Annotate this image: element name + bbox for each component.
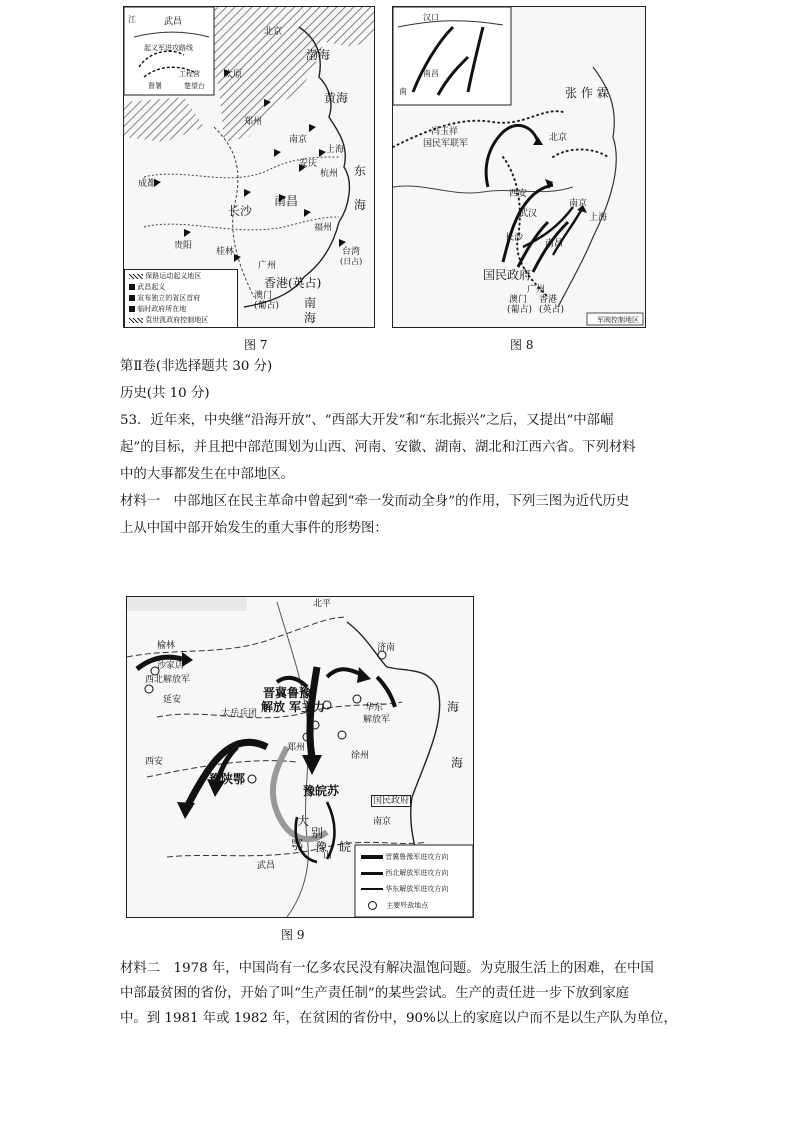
fig7-changsha: 长沙 xyxy=(228,204,253,218)
fig8-guominzhengfu: 国民政府 xyxy=(483,268,532,282)
fig9-legend-row: 晋冀鲁豫军进攻方向 xyxy=(361,853,448,861)
fig7-zhengzhou: 郑州 xyxy=(244,117,263,127)
fig9-guominzhengfu: 国民政府 xyxy=(373,796,410,806)
fig7-inset-c: 楚望台 xyxy=(184,82,205,90)
fig7-nanhai1: 南 xyxy=(304,296,317,310)
fig7-inset-e: 江 xyxy=(128,15,136,24)
question-line: 53．近年来，中央继“沿海开放”、“西部大开发”和“东北振兴”之后，又提出“中部崛 xyxy=(120,413,614,428)
fig8-inset-c: 南昌 xyxy=(423,69,439,78)
fig9-nanjing: 南京 xyxy=(373,817,392,827)
fig7-nanhai2: 海 xyxy=(304,311,317,325)
question-line: 中的大事都发生在中部地区。 xyxy=(120,467,295,482)
fig9-beiping: 北平 xyxy=(313,599,332,609)
fig7-wuchang: 武昌 xyxy=(164,17,183,27)
fig9-huadong1: 华东 xyxy=(365,703,384,713)
fig9-yushaner: 豫陕鄂 xyxy=(209,772,246,786)
fig7-huanghai: 黄海 xyxy=(324,91,349,105)
fig7-legend xyxy=(124,269,238,328)
fig7-legend-row: 宣布独立的省区首府 xyxy=(129,294,200,302)
fig7-legend-row: 临时政府所在地 xyxy=(129,305,186,313)
fig7-taiwan2: (日占) xyxy=(340,257,363,266)
fig7-macau: 澳门 xyxy=(254,291,273,301)
fig8-xian: 西安 xyxy=(509,189,528,199)
fig9-jinjiluyu1: 晋冀鲁豫 xyxy=(263,686,312,700)
fig8-inset-a: 汉口 xyxy=(423,13,439,22)
question-line: 起”的目标，并且把中部范围划为山西、河南、安徽、湖南、湖北和江西六省。下列材料 xyxy=(120,440,636,455)
fig9-wuhan: 武昌 xyxy=(257,861,276,871)
fig7-anqing: 安庆 xyxy=(299,159,318,169)
fig9-legend-row: 西北解放军进攻方向 xyxy=(361,869,448,877)
fig8-hongkong2: (英占) xyxy=(539,305,565,315)
fig8-shanghai: 上海 xyxy=(589,213,608,223)
fig8-legend: 军阀控制地区 xyxy=(597,316,639,324)
fig8-guominjun: 国民军联军 xyxy=(423,139,469,149)
material2-line: 材料二 1978 年，中国尚有一亿多农民没有解决温饱问题。为克服生活上的困难，在中国 xyxy=(120,961,654,976)
figure7-caption: 图 7 xyxy=(244,338,268,352)
fig8-nanjing: 南京 xyxy=(569,199,588,209)
part-title: 第Ⅱ卷(非选择题共 30 分) xyxy=(120,359,273,374)
fig7-fuzhou: 福州 xyxy=(314,223,333,233)
fig9-xian: 西安 xyxy=(145,757,164,767)
fig7-donghai2: 海 xyxy=(354,198,367,212)
fig9-legend-row: 主要歼敌地点 xyxy=(361,901,428,910)
fig7-guangzhou: 广州 xyxy=(258,261,277,271)
fig9-yanan: 延安 xyxy=(163,695,182,705)
figure7-map xyxy=(123,6,375,328)
fig7-chengdu: 成都 xyxy=(138,179,157,189)
fig9-dabie3: 山 xyxy=(323,851,333,861)
figure8-map xyxy=(392,6,646,328)
fig8-beijing: 北京 xyxy=(549,133,568,143)
fig9-shajiadian: 沙家店 xyxy=(157,661,185,671)
figure9-caption: 图 9 xyxy=(281,928,305,942)
fig8-fengyuxiang: 冯玉祥 xyxy=(431,127,459,137)
fig8-wuhan: 武汉 xyxy=(519,209,538,219)
fig7-legend-row: 袁世凯政府控制地区 xyxy=(129,316,208,324)
fig8-macau: 澳门 xyxy=(509,295,528,305)
fig7-nanchang: 南昌 xyxy=(274,194,299,208)
fig9-taiyue: 太岳兵团 xyxy=(221,709,258,719)
fig7-hongkong: 香港(英占) xyxy=(264,276,322,290)
material2-line: 中部最贫困的省份，开始了叫“生产责任制”的某些尝试。生产的责任进一步下放到家庭 xyxy=(120,986,630,1001)
fig9-jinjiluyu2: 解放 军主力 xyxy=(261,700,326,714)
fig7-inset-b: 工程营 xyxy=(179,70,200,78)
subject-title: 历史(共 10 分) xyxy=(120,386,210,401)
figure9-map xyxy=(126,596,474,918)
fig9-xuzhou: 徐州 xyxy=(351,751,370,761)
fig8-hongkong: 香港 xyxy=(539,295,558,305)
fig9-huadong2: 解放军 xyxy=(363,715,391,725)
fig7-shanghai: 上海 xyxy=(326,145,345,155)
fig7-donghai: 东 xyxy=(354,164,367,178)
fig7-inset-a: 起义军进攻路线 xyxy=(144,44,193,52)
fig7-inset-d: 督署 xyxy=(148,82,162,90)
question-line: 材料一 中部地区在民主革命中曾起到“牵一发而动全身”的作用，下列三图为近代历史 xyxy=(120,494,630,509)
fig9-hai1: 海 xyxy=(447,700,460,714)
fig7-nanjing: 南京 xyxy=(289,135,308,145)
fig7-taiwan: 台湾 xyxy=(342,247,361,257)
fig9-eyuwan3: 皖 xyxy=(339,840,352,854)
fig7-taiyuan: 太原 xyxy=(224,70,243,80)
question-line: 上从中国中部开始发生的重大事件的形势图： xyxy=(120,521,388,536)
fig9-eyuwan1: 鄂 xyxy=(291,838,304,852)
fig7-legend-row: 武昌起义 xyxy=(129,283,165,291)
fig8-macau2: (葡占) xyxy=(507,305,533,315)
fig9-dabie2: 别 xyxy=(311,826,324,840)
fig9-zhengzhou: 郑州 xyxy=(287,743,306,753)
material2-line: 中。到 1981 年或 1982 年，在贫困的省份中，90%以上的家庭以户而不是以生产队为单位， xyxy=(120,1011,677,1026)
fig9-jinan: 济南 xyxy=(377,643,396,653)
fig7-beijing: 北京 xyxy=(264,27,283,37)
fig9-eyuwan2: 豫 xyxy=(315,840,328,854)
fig7-legend-row: 保路运动起义地区 xyxy=(129,272,201,280)
fig7-guilin: 桂林 xyxy=(216,247,235,257)
fig8-zhangzuolin: 张 作 霖 xyxy=(565,86,609,100)
fig9-yulin: 榆林 xyxy=(157,641,176,651)
fig9-yuwansu: 豫皖苏 xyxy=(303,784,340,798)
fig7-macau2: (葡占) xyxy=(254,301,280,311)
fig7-hangzhou: 杭州 xyxy=(320,169,339,179)
fig9-dabie1: 大 xyxy=(297,814,310,828)
fig8-guangzhou: 广州 xyxy=(527,285,546,295)
fig9-legend-row: 华东解放军进攻方向 xyxy=(361,885,448,893)
fig9-hai2: 海 xyxy=(451,756,464,770)
fig7-bohai: 渤海 xyxy=(306,48,331,62)
fig9-xibei: 西北解放军 xyxy=(145,675,191,685)
fig8-inset-b: 南 xyxy=(399,87,407,96)
figure8-caption: 图 8 xyxy=(510,338,534,352)
fig7-guiyang: 贵阳 xyxy=(174,241,193,251)
fig8-nanchang: 南昌 xyxy=(545,239,564,249)
fig8-changsha: 长沙 xyxy=(505,233,524,243)
